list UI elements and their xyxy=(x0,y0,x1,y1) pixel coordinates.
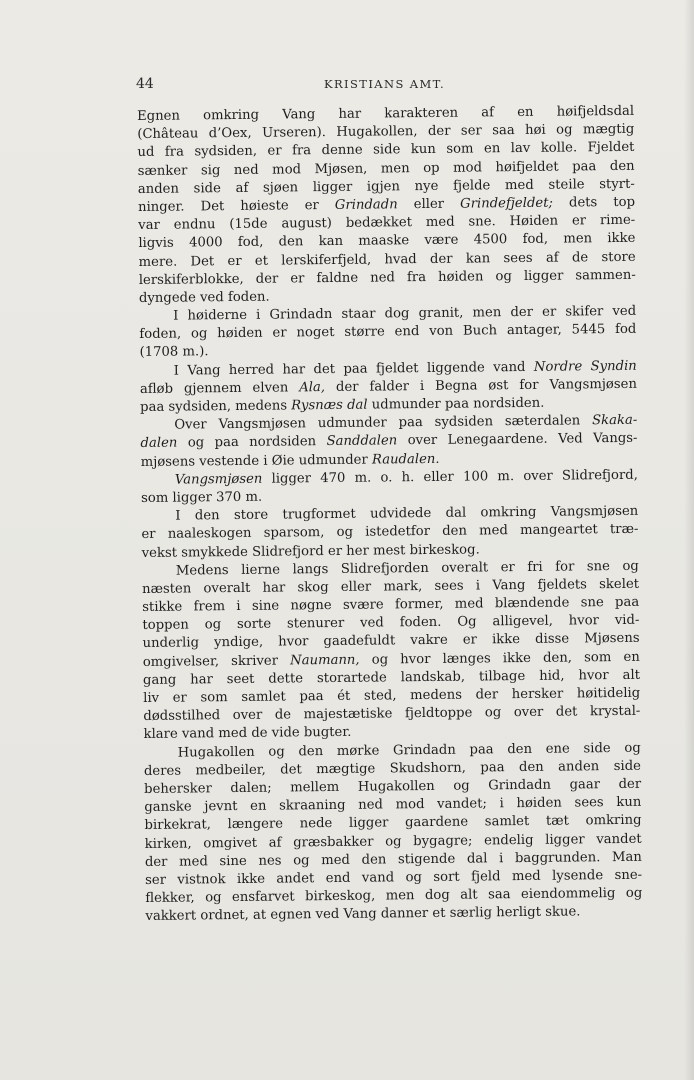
text-segment: toppen og sorte stenurer ved foden. Og alligevel, hvor vid- xyxy=(142,613,640,634)
text-segment: ser vistnok ikke andet end vand og sort fjeld med lysende sne- xyxy=(145,867,643,888)
text-segment: anden side af sjøen ligger igjen nye fjelde med steile styrt- xyxy=(137,176,635,197)
italic-term: Nordre Syndin xyxy=(533,358,637,375)
text-segment: afløb gjennem elven xyxy=(139,380,300,397)
italic-term: dalen xyxy=(140,435,178,452)
running-head: KRISTIANS AMT. xyxy=(324,77,446,91)
italic-term: Grindefjeldet; xyxy=(460,195,553,212)
text-segment: Egnen omkring Vang har karakteren af en høifjeldsdal xyxy=(137,103,635,124)
text-segment: vekst smykkede Slidrefjord er her mest birkeskog. xyxy=(141,541,480,561)
text-segment: ganske jevnt en skraaning ned mod vandet; i høiden sees kun xyxy=(144,794,642,816)
text-segment: I høiderne i Grindadn staar dog granit, men der er skifer ved xyxy=(173,303,637,324)
text-segment: Over Vangsmjøsen udmunder paa sydsiden sæterdalen xyxy=(174,413,593,433)
text-segment: birkekrat, længere nede ligger gaardene samlet tæt omkring xyxy=(144,813,642,834)
page-number: 44 xyxy=(136,76,154,92)
text-segment: dødsstilhed over de majestætiske fjeldtoppe og over det krystal- xyxy=(143,703,641,725)
text-segment: foden, og høiden er noget større end von Buch antager, 5445 fod xyxy=(139,322,637,343)
text-segment: ninger. Det høieste er xyxy=(137,197,335,215)
text-segment: næsten overalt har skog eller mark, sees i Vang fjeldets skelet xyxy=(141,576,640,597)
italic-term: Sanddalen xyxy=(326,433,398,450)
page-header xyxy=(136,76,636,96)
text-segment: lerskiferblokke, der er faldne ned fra høiden og ligger sammen- xyxy=(138,267,636,288)
text-segment: der med sine nes og med den stigende dal i baggrunden. Man xyxy=(144,849,642,870)
page-edge-shadow xyxy=(684,0,694,1080)
text-segment: ligger 470 m. o. h. eller 100 m. over Slidrefjord, xyxy=(262,467,638,487)
text-segment: var endnu (15de august) bedækket med sne. Høiden er rime- xyxy=(138,212,636,234)
italic-term: Grindadn xyxy=(334,197,398,213)
text-line xyxy=(145,903,642,926)
text-segment: og paa nordsiden xyxy=(177,434,327,451)
italic-term: Ala, xyxy=(299,379,326,396)
text-segment: I den store trugformet udvidede dal omkring Vangsmjøsen xyxy=(175,503,639,524)
text-segment: der falder i Begna øst for Vangsmjøsen xyxy=(324,376,637,395)
text-segment: og hvor længes ikke den, som en xyxy=(359,649,640,668)
text-segment: dets top xyxy=(552,194,636,211)
text-segment: sænker sig ned mod Mjøsen, men op mod høifjeldet paa den xyxy=(137,158,635,179)
text-segment: Medens lierne langs Slidrefjorden overalt er fri for sne og xyxy=(175,558,639,579)
text-segment: behersker dalen; mellem Hugakollen og Grindadn gaar der xyxy=(144,776,642,797)
text-segment: over Lenegaardene. Ved Vangs- xyxy=(397,431,638,449)
italic-term: Skaka- xyxy=(592,412,638,429)
italic-term: Raudalen. xyxy=(371,451,440,468)
text-segment: stikke frem i sine nøgne svære former, med blændende sne paa xyxy=(142,594,640,616)
text-segment: mere. Det er et lerskiferfjeld, hvad der kan sees af de store xyxy=(138,249,636,270)
text-segment: flekker, og ensfarvet birkeskog, men dog alt saa eiendommelig og xyxy=(145,885,643,907)
italic-term: Naumann, xyxy=(290,652,360,669)
italic-term: Rysnæs dal xyxy=(291,397,368,414)
text-segment: ligvis 4000 fod, den kan maaske være 4500 fod, men ikke xyxy=(138,231,636,252)
text-segment: kirken, omgivet af græsbakker og bygagre; endelig ligger vandet xyxy=(144,831,642,852)
text-segment: omgivelser, skriver xyxy=(142,653,291,670)
text-segment: vakkert ordnet, at egnen ved Vang danner et særlig herligt skue. xyxy=(145,904,581,925)
text-segment: dyngede ved foden. xyxy=(138,289,270,306)
text-segment: som ligger 370 m. xyxy=(141,489,263,506)
text-segment: er naaleskogen sparsom, og istedetfor den med mangeartet træ- xyxy=(141,522,639,543)
text-segment: I Vang herred har det paa fjeldet liggende vand xyxy=(173,359,534,379)
body-text xyxy=(137,103,643,927)
text-segment: underlig yndige, hvor gaadefuldt vakre er ikke disse Mjøsens xyxy=(142,631,640,652)
text-segment: deres medbeiler, det mægtige Skudshorn, paa den anden side xyxy=(143,758,641,779)
text-segment: gang har seet dette storartede landskab, tilbage hid, hvor alt xyxy=(142,667,641,688)
text-segment: paa sydsiden, medens xyxy=(140,398,292,415)
text-segment: ud fra sydsiden, er fra denne side kun som en lav kolle. Fjeldet xyxy=(137,140,635,161)
text-segment: klare vand med de vide bugter. xyxy=(143,725,352,743)
text-segment: liv er som samlet paa ét sted, medens der hersker høitidelig xyxy=(143,685,641,706)
text-segment: mjøsens vestende i Øie udmunder xyxy=(140,452,373,470)
text-segment: (Château d’Oex, Urseren). Hugakollen, der ser saa høi og mægtig xyxy=(137,121,635,143)
italic-term: Vangsmjøsen xyxy=(174,471,263,488)
text-segment: eller xyxy=(397,196,461,213)
text-segment: Hugakollen og den mørke Grindadn paa den ene side og xyxy=(177,740,641,761)
text-segment: udmunder paa nordsiden. xyxy=(367,395,545,413)
text-segment: (1708 m.). xyxy=(139,344,209,361)
